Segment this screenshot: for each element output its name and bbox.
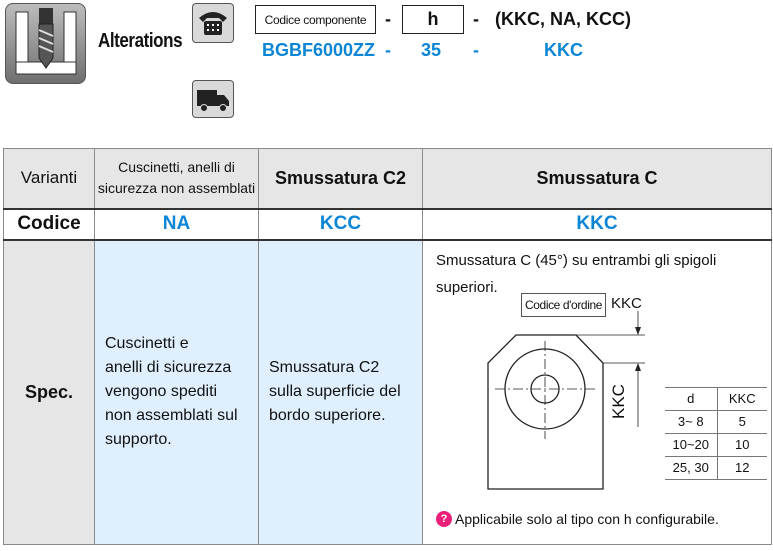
codice-label: Codice: [4, 209, 95, 240]
order-code-label: Codice d'ordine: [521, 293, 606, 317]
order-code-value: KKC: [611, 294, 642, 312]
kkc-header: Smussatura C: [423, 149, 772, 209]
arrow-head: [635, 363, 641, 371]
question-icon: ?: [436, 511, 452, 527]
spec-line: bordo superiore.: [269, 407, 386, 424]
spec-kkc: [423, 240, 772, 545]
table-cell: 3~ 8: [665, 410, 717, 433]
na-header: Cuscinetti, anelli di sicurezza non assemblati: [95, 149, 259, 209]
table-cell: 10~20: [665, 433, 717, 456]
alteration-options: (KKC, NA, KCC): [495, 9, 631, 29]
spec-line: vengono spediti: [105, 383, 218, 400]
drill-bit-icon: [5, 3, 86, 84]
spec-label: Spec.: [4, 240, 95, 545]
kkc-description: Smussatura C (45°) su entrambi gli spigoli superiori.: [436, 251, 717, 296]
dimension-label: KKC: [609, 383, 628, 419]
kcc-header: Smussatura C2: [259, 149, 423, 209]
part-code-field: Codice componente: [255, 5, 376, 34]
table-cell: 10: [717, 433, 767, 456]
table-row: [665, 410, 767, 433]
example-h-value: 35: [421, 40, 442, 60]
alterations-table: [3, 148, 772, 545]
spec-row: [4, 240, 772, 545]
table-cell: 25, 30: [665, 456, 717, 479]
table-header-row: [4, 149, 772, 209]
code-kkc: KKC: [423, 209, 772, 240]
section-title: Alterations: [98, 30, 183, 52]
applicability-note: [436, 511, 719, 527]
truck-icon: [192, 80, 234, 118]
table-row: [665, 433, 767, 456]
table-row: [665, 387, 767, 410]
table-cell: 5: [717, 410, 767, 433]
phone-icon: [192, 3, 234, 43]
code-na: NA: [95, 209, 259, 240]
part-outline: [488, 335, 603, 489]
example-part-code: BGBF6000ZZ: [262, 40, 376, 60]
spec-line: Smussatura C2: [269, 359, 380, 376]
h-field: h: [402, 5, 464, 34]
spec-line: anelli di sicurezza: [105, 359, 232, 376]
separator: -: [473, 40, 479, 60]
codice-row: [4, 209, 772, 240]
spec-line: non assemblati sul: [105, 407, 238, 424]
arrow-head: [635, 327, 641, 335]
spec-kcc: [259, 240, 423, 545]
mini-header-kkc: KKC: [717, 387, 767, 410]
separator: -: [385, 40, 391, 60]
table-cell: 12: [717, 456, 767, 479]
spec-line: sulla superficie del: [269, 383, 401, 400]
spec-line: supporto.: [105, 431, 172, 448]
separator: -: [473, 9, 479, 29]
mini-header-d: d: [665, 387, 717, 410]
code-kcc: KCC: [259, 209, 423, 240]
varianti-header: Varianti: [4, 149, 95, 209]
spec-na: [95, 240, 259, 545]
table-row: [665, 456, 767, 479]
kkc-size-table: [665, 387, 767, 480]
spec-line: Cuscinetti e: [105, 335, 189, 352]
note-text: Applicabile solo al tipo con h configurabile.: [455, 510, 719, 527]
example-alteration-code: KKC: [544, 40, 583, 60]
separator: -: [385, 9, 391, 29]
